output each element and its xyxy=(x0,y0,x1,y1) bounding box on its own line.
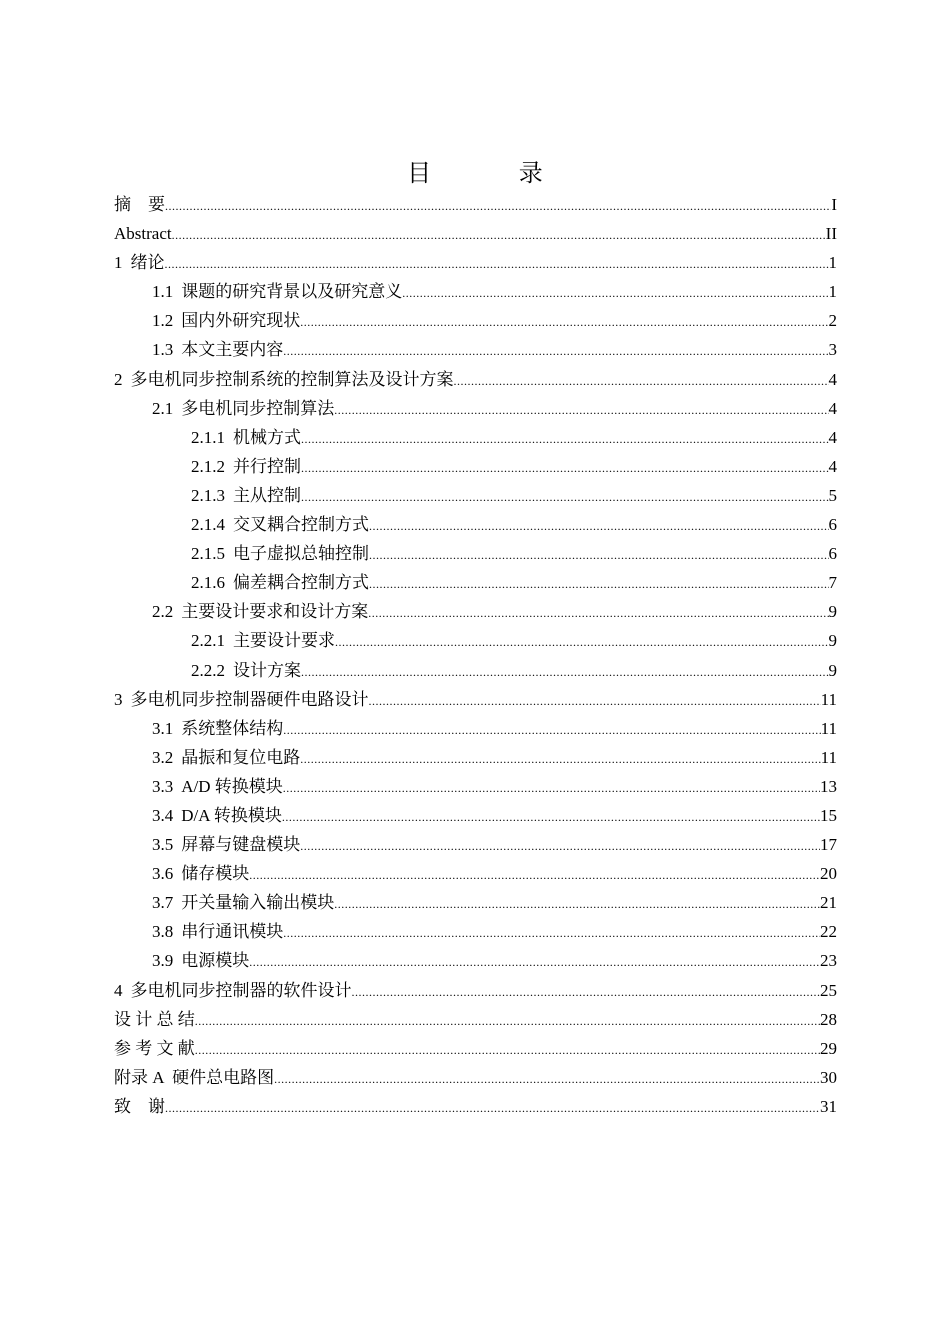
toc-entry-page-number: 6 xyxy=(828,544,837,564)
toc-entry-label: 课题的研究背景以及研究意义 xyxy=(181,282,403,302)
toc-entry-label: 系统整体结构 xyxy=(181,718,284,738)
dot-leader xyxy=(301,483,829,512)
toc-entry[interactable] xyxy=(114,917,837,946)
toc-entry-text xyxy=(114,365,454,394)
toc-entry-label: 多电机同步控制器硬件电路设计 xyxy=(130,689,369,709)
dot-leader xyxy=(249,861,820,890)
toc-entry-text xyxy=(114,1092,165,1121)
dot-leader xyxy=(369,512,829,541)
toc-entry-text xyxy=(152,277,402,306)
toc-entry-text xyxy=(191,568,369,597)
toc-entry-label: 晶振和复位电路 xyxy=(181,747,301,767)
toc-entry-text xyxy=(191,510,369,539)
toc-entry-page-number: 23 xyxy=(820,951,837,971)
toc-entry-label: 设计方案 xyxy=(233,660,301,680)
dot-leader xyxy=(283,919,820,948)
dot-leader xyxy=(283,337,828,366)
toc-entry[interactable] xyxy=(114,888,837,917)
toc-entry-number: 3.9 xyxy=(152,951,174,971)
dot-leader xyxy=(301,658,829,687)
toc-entry-number: 3.1 xyxy=(152,718,174,738)
toc-entry-page-number: 11 xyxy=(820,747,837,767)
toc-entry-page-number: 9 xyxy=(828,660,837,680)
toc-entry[interactable] xyxy=(114,219,837,248)
toc-entry-page-number: 1 xyxy=(828,253,837,273)
toc-entry-label: D/A 转换模块 xyxy=(181,805,282,825)
toc-entry-label: Abstract xyxy=(114,224,172,244)
toc-entry-text xyxy=(152,772,283,801)
toc-entry[interactable] xyxy=(114,656,837,685)
toc-entry-label: 串行通讯模块 xyxy=(181,922,284,942)
toc-entry-number: 2.1 xyxy=(152,398,174,418)
toc-entry-label: 主从控制 xyxy=(233,485,301,505)
toc-entry-page-number: 17 xyxy=(820,835,837,855)
toc-entry-page-number: 9 xyxy=(828,602,837,622)
toc-entry-page-number: 3 xyxy=(828,340,837,360)
toc-entry-number: 3.8 xyxy=(152,922,174,942)
toc-entry-page-number: 4 xyxy=(828,369,837,389)
toc-entry-number: 1.3 xyxy=(152,340,174,360)
toc-entry-page-number: 7 xyxy=(828,573,837,593)
toc-entry-number: 3.5 xyxy=(152,835,174,855)
toc-entry-number: 4 xyxy=(114,980,123,1000)
toc-entry-page-number: 1 xyxy=(828,282,837,302)
toc-entry-page-number: 29 xyxy=(820,1038,837,1058)
toc-entry[interactable] xyxy=(114,423,837,452)
toc-entry-label: 主要设计要求 xyxy=(233,631,335,651)
toc-entry-number: 1.2 xyxy=(152,311,174,331)
toc-entry-label: 国内外研究现状 xyxy=(181,311,301,331)
toc-entry[interactable] xyxy=(114,539,837,568)
toc-entry-text xyxy=(114,1034,195,1063)
toc-entry[interactable] xyxy=(114,248,837,277)
toc-entry-number: 3.7 xyxy=(152,893,174,913)
toc-entry-label: 开关量输入输出模块 xyxy=(181,893,335,913)
toc-entry-text xyxy=(114,1063,274,1092)
toc-entry-number: 2.1.5 xyxy=(191,544,225,564)
toc-entry[interactable] xyxy=(114,510,837,539)
toc-entry-number: 2.1.1 xyxy=(191,427,225,447)
dot-leader xyxy=(283,716,820,745)
toc-entry-label: 并行控制 xyxy=(233,456,301,476)
toc-entry-text xyxy=(114,976,352,1005)
toc-entry[interactable] xyxy=(114,335,837,364)
dot-leader xyxy=(165,1094,820,1123)
toc-entry[interactable] xyxy=(114,365,837,394)
toc-entry[interactable] xyxy=(114,481,837,510)
toc-entry-text xyxy=(114,1005,195,1034)
toc-entry-label: 屏幕与键盘模块 xyxy=(181,835,301,855)
toc-entry-text xyxy=(152,743,300,772)
toc-list xyxy=(114,190,837,1121)
dot-leader xyxy=(369,570,829,599)
toc-entry-text xyxy=(114,219,172,248)
toc-entry[interactable] xyxy=(114,452,837,481)
dot-leader xyxy=(165,250,829,279)
toc-entry-label: 绪论 xyxy=(130,253,165,273)
toc-entry-text xyxy=(152,801,282,830)
toc-entry-text xyxy=(191,539,369,568)
dot-leader xyxy=(283,774,820,803)
toc-entry-number: 3 xyxy=(114,689,123,709)
toc-entry-label: 多电机同步控制器的软件设计 xyxy=(130,980,352,1000)
toc-entry-text xyxy=(191,452,301,481)
toc-entry-label: 储存模块 xyxy=(181,864,250,884)
dot-leader xyxy=(274,1065,820,1094)
toc-entry-number: 3.4 xyxy=(152,805,174,825)
toc-entry-page-number: 5 xyxy=(828,485,837,505)
toc-entry-label: 交叉耦合控制方式 xyxy=(233,515,369,535)
toc-entry-text xyxy=(152,714,283,743)
dot-leader xyxy=(369,541,829,570)
toc-entry-label: 电源模块 xyxy=(181,951,250,971)
toc-title: 目 录 xyxy=(407,159,583,187)
toc-entry-text xyxy=(152,888,334,917)
toc-entry-label: 电子虚拟总轴控制 xyxy=(233,544,369,564)
toc-entry-text xyxy=(191,423,301,452)
toc-entry-page-number: 15 xyxy=(820,805,837,825)
toc-entry-number: 2 xyxy=(114,369,123,389)
toc-entry-number: 3.3 xyxy=(152,776,174,796)
toc-entry-page-number: II xyxy=(825,224,837,244)
toc-entry-page-number: I xyxy=(831,195,837,214)
dot-leader xyxy=(335,628,829,657)
toc-entry[interactable] xyxy=(114,277,837,306)
toc-entry-number: 2.1.2 xyxy=(191,456,225,476)
toc-entry[interactable] xyxy=(114,394,837,423)
toc-entry-number: 3.2 xyxy=(152,747,174,767)
dot-leader xyxy=(300,745,820,774)
dot-leader xyxy=(369,687,821,716)
toc-entry-text xyxy=(152,830,300,859)
toc-entry-number: 2.2.2 xyxy=(191,660,225,680)
toc-entry-text xyxy=(152,946,249,975)
toc-entry-page-number: 25 xyxy=(820,980,837,1000)
dot-leader xyxy=(334,890,820,919)
toc-entry-label: 设 计 总 结 xyxy=(114,1009,195,1029)
toc-entry[interactable] xyxy=(114,1092,837,1121)
dot-leader xyxy=(300,308,828,337)
dot-leader xyxy=(301,454,829,483)
dot-leader xyxy=(352,978,821,1007)
toc-entry[interactable] xyxy=(114,568,837,597)
dot-leader xyxy=(195,1036,820,1065)
toc-entry-page-number: 11 xyxy=(820,718,837,738)
toc-entry-number: 2.2 xyxy=(152,602,174,622)
toc-entry-text xyxy=(152,597,368,626)
toc-entry-text xyxy=(152,306,300,335)
toc-entry[interactable] xyxy=(114,1034,837,1063)
toc-entry-text xyxy=(114,248,165,277)
toc-entry-number: 2.2.1 xyxy=(191,631,225,651)
toc-entry-page-number: 9 xyxy=(828,631,837,651)
toc-entry[interactable] xyxy=(114,626,837,655)
toc-entry[interactable] xyxy=(114,306,837,335)
toc-entry-number: 1 xyxy=(114,253,123,273)
toc-entry[interactable] xyxy=(114,1005,837,1034)
toc-entry-page-number: 13 xyxy=(820,776,837,796)
dot-leader xyxy=(172,221,826,250)
toc-entry-label: 摘 要 xyxy=(114,195,165,214)
toc-entry-page-number: 4 xyxy=(828,398,837,418)
toc-entry-label: A/D 转换模块 xyxy=(181,776,283,796)
toc-entry-number: 1.1 xyxy=(152,282,174,302)
toc-entry[interactable] xyxy=(114,859,837,888)
dot-leader xyxy=(301,425,829,454)
toc-entry[interactable] xyxy=(114,597,837,626)
toc-entry-page-number: 11 xyxy=(820,689,837,709)
toc-entry-page-number: 4 xyxy=(828,427,837,447)
dot-leader xyxy=(368,599,828,628)
toc-entry-label: 多电机同步控制系统的控制算法及设计方案 xyxy=(130,369,454,389)
dot-leader xyxy=(249,948,820,977)
toc-entry-page-number: 4 xyxy=(828,456,837,476)
toc-entry-text xyxy=(152,394,334,423)
dot-leader xyxy=(454,367,829,396)
toc-entry-text xyxy=(114,190,165,219)
toc-entry-label: 参 考 文 献 xyxy=(114,1038,195,1058)
toc-entry[interactable] xyxy=(114,714,837,743)
toc-entry-number: 2.1.6 xyxy=(191,573,225,593)
dot-leader xyxy=(282,803,820,832)
dot-leader xyxy=(300,832,820,861)
toc-entry-text xyxy=(152,859,249,888)
toc-entry-page-number: 31 xyxy=(820,1096,837,1116)
toc-entry[interactable] xyxy=(114,946,837,975)
toc-entry[interactable] xyxy=(114,801,837,830)
toc-entry-label: 主要设计要求和设计方案 xyxy=(181,602,369,622)
toc-entry[interactable] xyxy=(114,1063,837,1092)
toc-entry[interactable] xyxy=(114,190,837,219)
toc-entry-label: 附录 A 硬件总电路图 xyxy=(114,1067,275,1087)
toc-entry-text xyxy=(114,685,369,714)
toc-entry-number: 2.1.4 xyxy=(191,515,225,535)
toc-entry-label: 偏差耦合控制方式 xyxy=(233,573,369,593)
toc-entry-label: 致 谢 xyxy=(114,1096,165,1116)
toc-entry-text xyxy=(191,656,301,685)
toc-entry[interactable] xyxy=(114,685,837,714)
toc-entry-page-number: 21 xyxy=(820,893,837,913)
toc-entry-text xyxy=(152,335,283,364)
toc-entry[interactable] xyxy=(114,976,837,1005)
toc-entry-label: 机械方式 xyxy=(233,427,301,447)
toc-entry-page-number: 28 xyxy=(820,1009,837,1029)
toc-entry-text xyxy=(152,917,283,946)
toc-entry-number: 2.1.3 xyxy=(191,485,225,505)
dot-leader xyxy=(402,279,828,308)
toc-entry-page-number: 22 xyxy=(820,922,837,942)
toc-entry[interactable] xyxy=(114,772,837,801)
dot-leader xyxy=(165,192,831,221)
toc-entry-page-number: 2 xyxy=(828,311,837,331)
toc-entry-page-number: 6 xyxy=(828,515,837,535)
dot-leader xyxy=(195,1007,820,1036)
dot-leader xyxy=(334,396,828,425)
toc-entry-text xyxy=(191,481,301,510)
toc-entry-page-number: 20 xyxy=(820,864,837,884)
toc-entry-page-number: 30 xyxy=(820,1067,837,1087)
toc-entry[interactable] xyxy=(114,830,837,859)
toc-entry-label: 多电机同步控制算法 xyxy=(181,398,335,418)
toc-entry-text xyxy=(191,626,335,655)
toc-entry-label: 本文主要内容 xyxy=(181,340,284,360)
toc-entry-number: 3.6 xyxy=(152,864,174,884)
toc-entry[interactable] xyxy=(114,743,837,772)
